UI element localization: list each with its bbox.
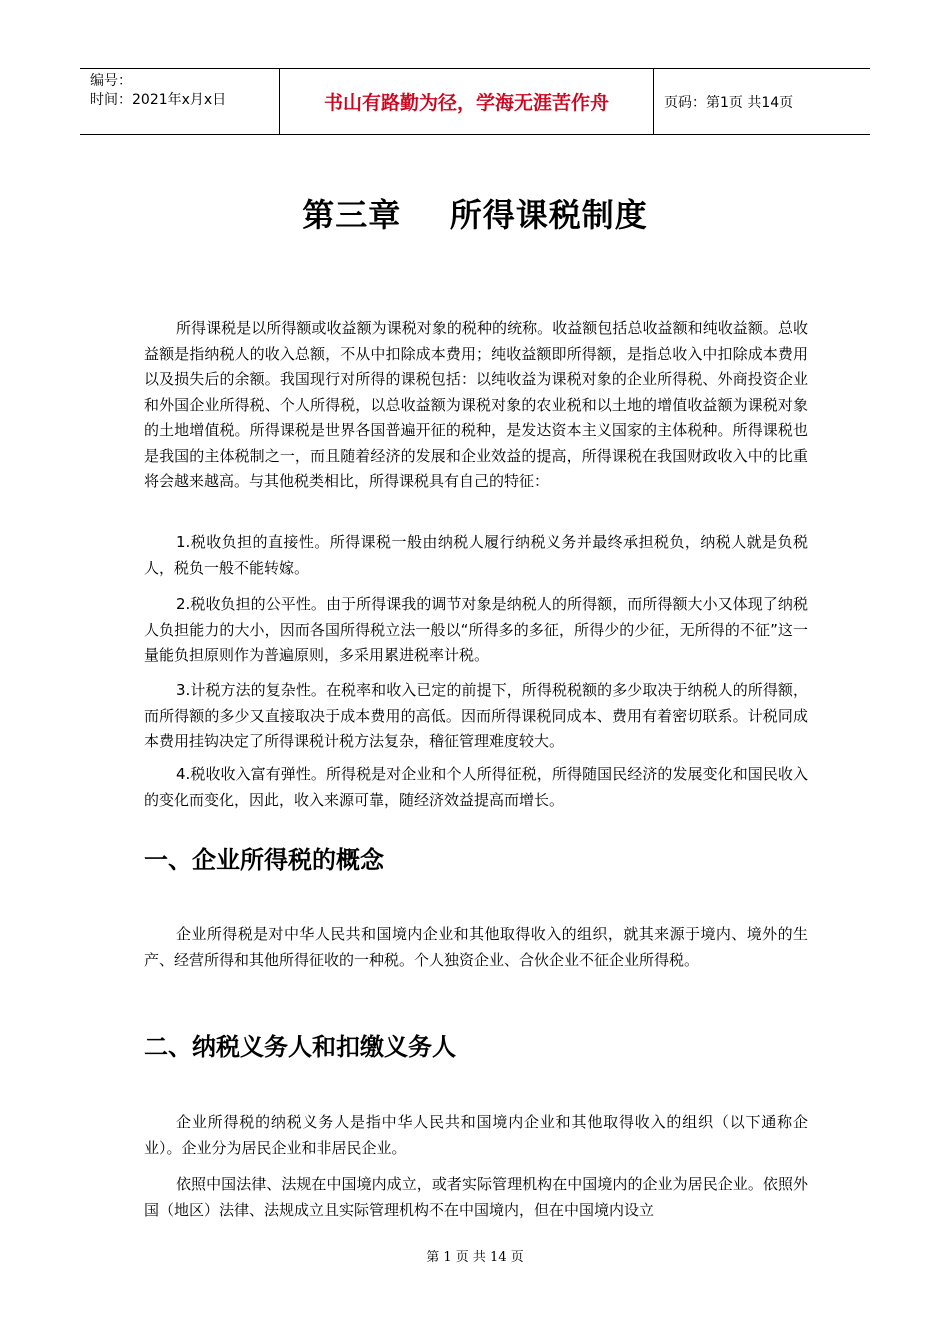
feature-item-1: 1.税收负担的直接性。所得课税一般由纳税人履行纳税义务并最终承担税负，纳税人就是负税人，税负一般不能转嫁。 xyxy=(144,533,808,577)
section-heading-taxpayers: 二、纳税义务人和扣缴义务人 xyxy=(144,1033,456,1061)
feature-item-4: 4.税收收入富有弹性。所得税是对企业和个人所得征税，所得随国民经济的发展变化和国民收入的变化而变化，因此，收入来源可靠，随经济效益提高而增长。 xyxy=(144,765,808,809)
section-concept-paragraph: 企业所得税是对中华人民共和国境内企业和其他取得收入的组织，就其来源于境内、境外的生产、经营所得和其他所得征收的一种税。个人独资企业、合伙企业不征企业所得税。 xyxy=(144,925,808,969)
section-heading-concept: 一、企业所得税的概念 xyxy=(144,846,384,874)
intro-paragraph: 所得课税是以所得额或收益额为课税对象的税种的统称。收益额包括总收益额和纯收益额。总收益额是指纳税人的收入总额，不从中扣除成本费用；纯收益额即所得额，是指总收入中扣除成本费用以及损失后的余额。我国现行对所得的课税包括：以纯收益为课税对象的企业所得税、外商投资企业和外国企业所得税、个人所得税，以总收益额为课税对象的农业税和以土地的增值收益额为课税对象的土地增值税。所得课税是世界各国普遍开征的税种，是发达资本主义国家的主体税种。所得课税也是我国的主体税制之一，而且随着经济的发展和企业效益的提高，所得课税在我国财政收入中的比重将会越来越高。与其他税类相比，所得课税具有自己的特征： xyxy=(144,319,808,490)
document-date-label: 时间：2021年x月x日 xyxy=(90,92,227,108)
header-page-info: 页码：第1页 共14页 xyxy=(664,94,794,111)
header-table xyxy=(80,68,870,135)
feature-item-3: 3.计税方法的复杂性。在税率和收入已定的前提下，所得税税额的多少取决于纳税人的所得额，而所得额的多少又直接取决于成本费用的高低。因而所得课税同成本、费用有着密切联系。计税同成本费用挂钩决定了所得课税计税方法复杂，稽征管理难度较大。 xyxy=(144,681,808,750)
header-motto: 书山有路勤为径，学海无涯苦作舟 xyxy=(280,69,654,134)
chapter-title: 第三章 所得课税制度 xyxy=(302,196,648,234)
section-taxpayers-paragraph-2: 依照中国法律、法规在中国境内成立，或者实际管理机构在中国境内的企业为居民企业。依照外国（地区）法律、法规成立且实际管理机构不在中国境内，但在中国境内设立 xyxy=(144,1175,808,1219)
section-taxpayers-paragraph-1: 企业所得税的纳税义务人是指中华人民共和国境内企业和其他取得收入的组织（以下通称企业）。企业分为居民企业和非居民企业。 xyxy=(144,1113,808,1157)
document-number-label: 编号： xyxy=(90,73,132,89)
page-footer: 第 1 页 共 14 页 xyxy=(426,1250,524,1265)
header-meta-cell xyxy=(80,69,280,134)
feature-item-2: 2.税收负担的公平性。由于所得课我的调节对象是纳税人的所得额，而所得额大小又体现了纳税人负担能力的大小，因而各国所得税立法一般以“所得多的多征，所得少的少征，无所得的不征”这一量能负担原则作为普遍原则，多采用累进税率计税。 xyxy=(144,595,808,664)
